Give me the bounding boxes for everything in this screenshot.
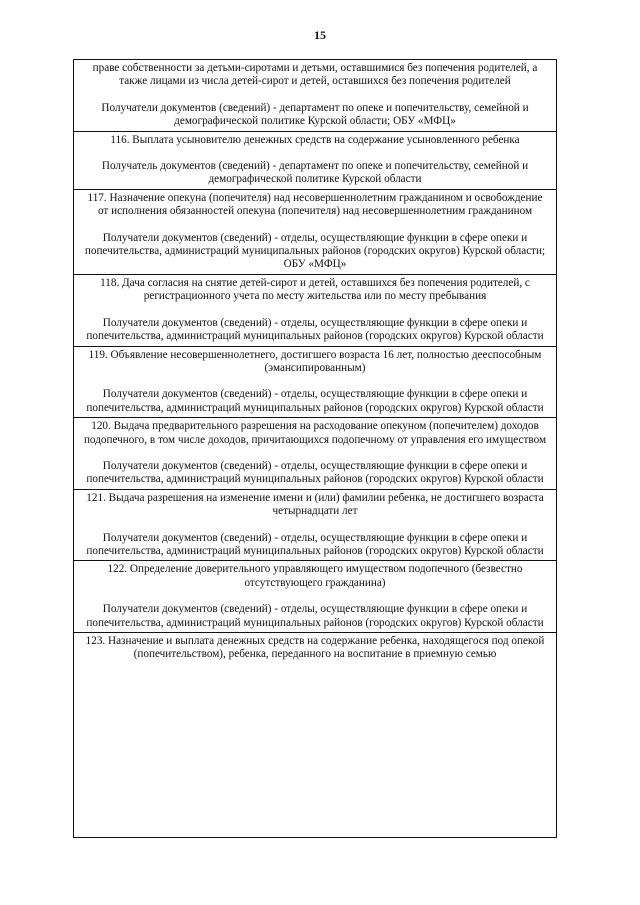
table-row: [74, 189, 556, 274]
row-recipients: Получатели документов (сведений) - отделы, осуществляющие функции в сфере опеки и попечительства, администраций муниципальных районов (городских округов) Курской области: [86, 603, 544, 629]
table-row: [74, 560, 556, 632]
table-row: [74, 346, 556, 418]
row-title: 116. Выплата усыновителю денежных средств на содержание усыновленного ребенка: [110, 133, 520, 146]
row-title: 122. Определение доверительного управляющего имуществом подопечного (безвестно отсутствующего гражданина): [107, 563, 523, 589]
row-title: 120. Выдача предварительного разрешения на расходование опекуном (попечителем) доходов подопечного, в том числе доходов, причитающихся подопечному от управления его имуществом: [83, 420, 547, 446]
row-title: 121. Выдача разрешения на изменение имени и (или) фамилии ребенка, не достигшего возраста четырнадцати лет: [86, 491, 544, 518]
row-recipients: Получатели документов (сведений) - отделы, осуществляющие функции в сфере опеки и попечительства, администраций муниципальных районов (городских округов) Курской области: [86, 388, 544, 414]
table-row: [74, 417, 556, 489]
table-row: [74, 489, 556, 561]
row-title: праве собственности за детьми-сиротами и детьми, оставшимися без попечения родителей, а также лицами из числа детей-сирот и детей, оставшихся без попечения родителей: [92, 62, 538, 88]
row-recipients: Получатели документов (сведений) - отделы, осуществляющие функции в сфере опеки и попечительства, администраций муниципальных районов (городских округов) Курской области; ОБУ «МФЦ»: [84, 231, 546, 271]
page-number: 15: [314, 28, 326, 42]
row-title: 118. Дача согласия на снятие детей-сирот и детей, оставшихся без попечения родителей, с регистрационного учета по месту жительства или по месту пребывания: [100, 276, 530, 303]
row-title: 119. Объявление несовершеннолетнего, достигшего возраста 16 лет, полностью дееспособным (эмансипированным): [88, 348, 542, 374]
table-row: [74, 274, 556, 346]
row-recipients: Получатели документов (сведений) - департамент по опеке и попечительству, семейной и демографической политике Курской области; ОБУ «МФЦ»: [101, 101, 529, 128]
row-recipients: Получатели документов (сведений) - отделы, осуществляющие функции в сфере опеки и попечительства, администраций муниципальных районов (городских округов) Курской области: [86, 316, 544, 343]
row-recipients: Получатели документов (сведений) - отделы, осуществляющие функции в сфере опеки и попечительства, администраций муниципальных районов (городских округов) Курской области: [86, 531, 544, 557]
services-table: [73, 59, 557, 838]
row-recipients: Получатель документов (сведений) - департамент по опеке и попечительству, семейной и демографической политике Курской области: [101, 160, 529, 186]
row-recipients: Получатели документов (сведений) - отделы, осуществляющие функции в сфере опеки и попечительства, администраций муниципальных районов (городских округов) Курской области: [86, 459, 544, 486]
table-row: [74, 60, 556, 131]
row-title: 123. Назначение и выплата денежных средств на содержание ребенка, находящегося под опекой (попечительством), ребенка, переданного на воспитание в приемную семью: [85, 635, 545, 661]
row-title: 117. Назначение опекуна (попечителя) над несовершеннолетним гражданином и освобождение от исполнения обязанностей опекуна (попечителя) над несовершеннолетним гражданином: [87, 191, 543, 218]
table-row: [74, 632, 556, 837]
table-row: [74, 131, 556, 189]
